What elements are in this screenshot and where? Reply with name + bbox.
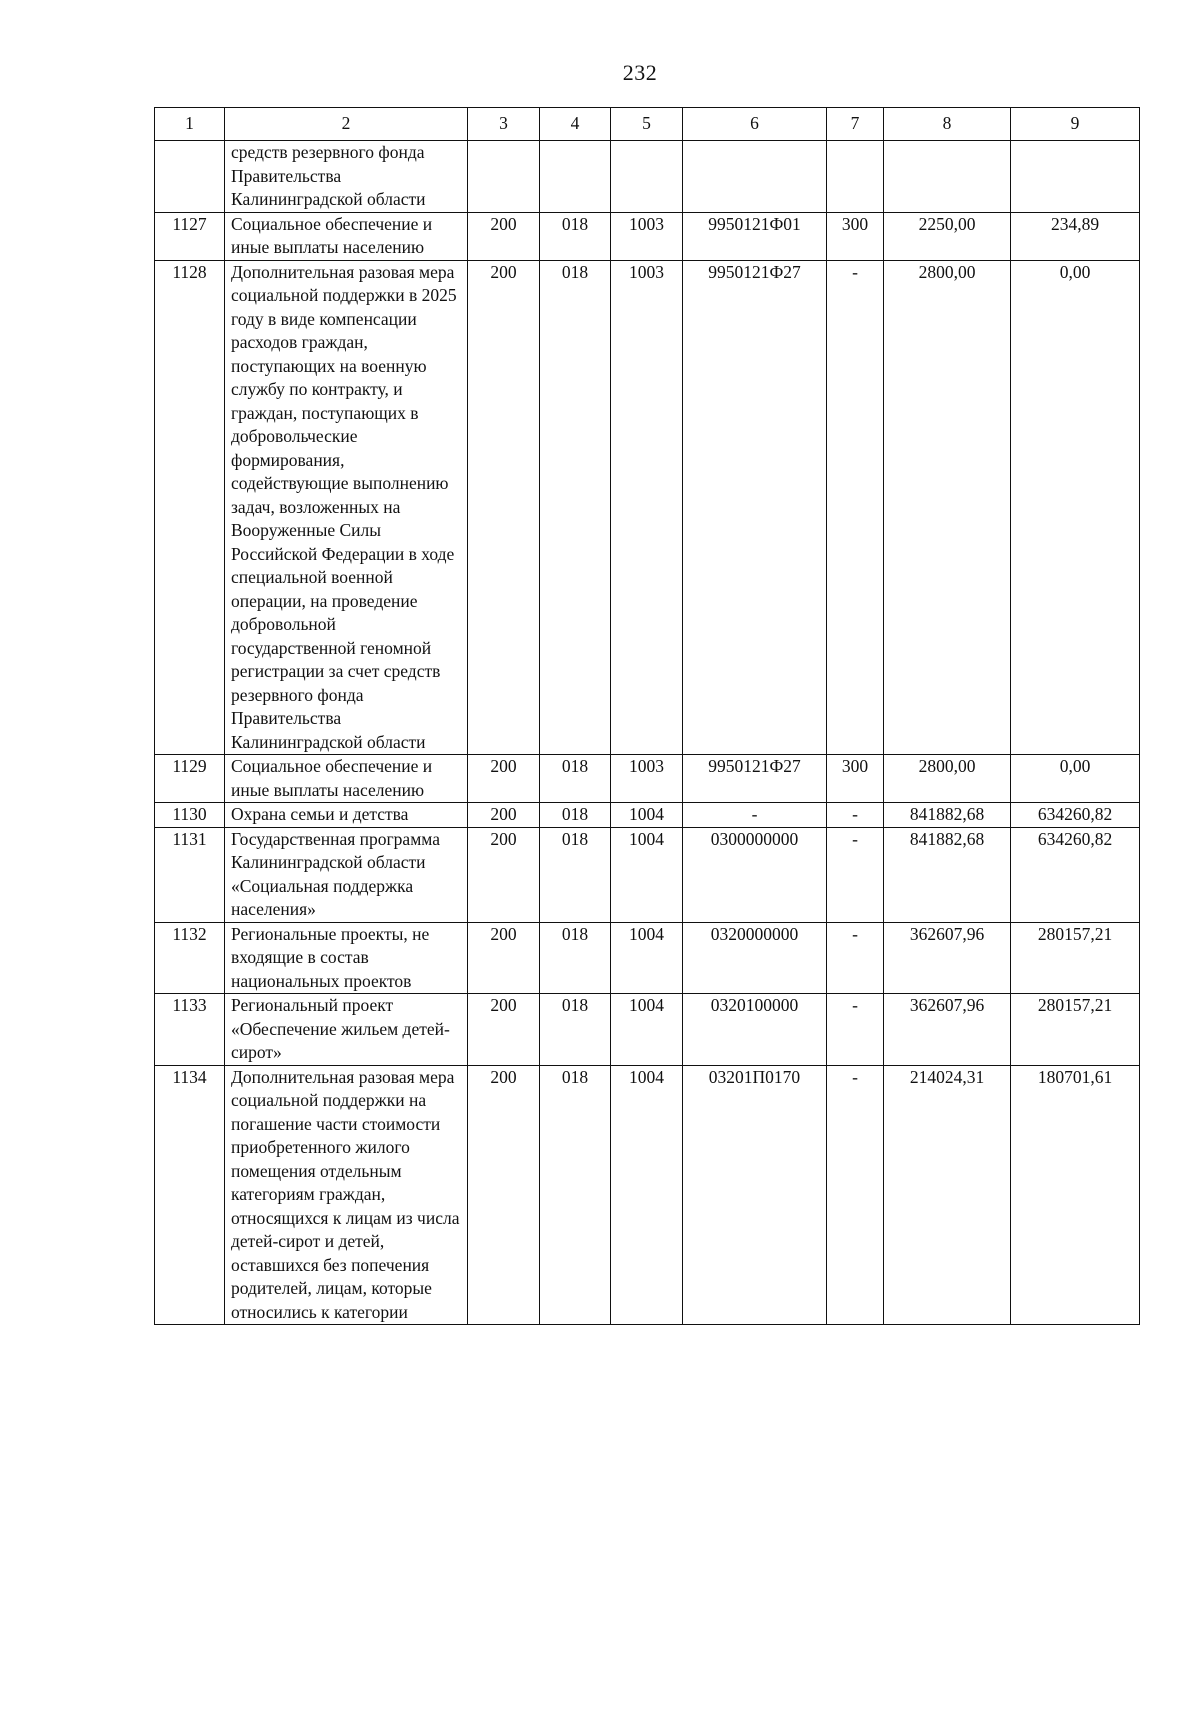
row-col-8: 841882,68: [884, 803, 1011, 828]
table-row: [155, 994, 1140, 1066]
header-row: [155, 108, 1140, 141]
row-col-7: -: [827, 260, 884, 755]
row-col-9: 234,89: [1011, 212, 1140, 260]
row-col-9: 634260,82: [1011, 803, 1140, 828]
row-number: 1132: [155, 922, 225, 994]
table-row: [155, 755, 1140, 803]
row-col-6: 9950121Ф01: [683, 212, 827, 260]
table-row: [155, 1065, 1140, 1325]
row-col-8: 2800,00: [884, 260, 1011, 755]
row-col-7: -: [827, 922, 884, 994]
row-col-6: 9950121Ф27: [683, 755, 827, 803]
row-col-4: 018: [540, 803, 611, 828]
row-col-5: 1003: [611, 260, 683, 755]
row-name: Дополнительная разовая мера социальной поддержки на погашение части стоимости приобретенного жилого помещения отдельным категориям граждан, относящихся к лицам из числа детей-сирот и детей, оставшихся без попечения родителей, лицам, которые относились к категории: [225, 1065, 468, 1325]
row-col-3: [468, 141, 540, 213]
table-row: [155, 260, 1140, 755]
row-col-4: 018: [540, 994, 611, 1066]
row-col-3: 200: [468, 994, 540, 1066]
row-col-4: 018: [540, 212, 611, 260]
table-header: [155, 108, 1140, 141]
row-col-7: -: [827, 994, 884, 1066]
row-col-7: [827, 141, 884, 213]
table-row: [155, 212, 1140, 260]
row-col-3: 200: [468, 803, 540, 828]
table-row: [155, 922, 1140, 994]
row-col-7: -: [827, 803, 884, 828]
table-row: [155, 827, 1140, 922]
row-col-7: -: [827, 827, 884, 922]
row-col-5: 1004: [611, 827, 683, 922]
row-name: средств резервного фонда Правительства Калининградской области: [225, 141, 468, 213]
header-cell-7: 7: [827, 108, 884, 141]
page-number: 232: [622, 60, 658, 85]
row-col-3: 200: [468, 1065, 540, 1325]
row-col-5: [611, 141, 683, 213]
row-col-3: 200: [468, 260, 540, 755]
row-number: 1129: [155, 755, 225, 803]
row-col-4: 018: [540, 922, 611, 994]
row-col-5: 1004: [611, 803, 683, 828]
row-number: [155, 141, 225, 213]
row-number: 1128: [155, 260, 225, 755]
header-cell-3: 3: [468, 108, 540, 141]
row-col-9: [1011, 141, 1140, 213]
row-col-8: 214024,31: [884, 1065, 1011, 1325]
row-col-7: -: [827, 1065, 884, 1325]
row-col-8: 2800,00: [884, 755, 1011, 803]
table-row: [155, 141, 1140, 213]
row-col-9: 280157,21: [1011, 922, 1140, 994]
row-col-8: 841882,68: [884, 827, 1011, 922]
row-col-9: 0,00: [1011, 260, 1140, 755]
row-col-6: 0320100000: [683, 994, 827, 1066]
row-col-4: 018: [540, 755, 611, 803]
budget-table: [154, 107, 1140, 1325]
row-number: 1127: [155, 212, 225, 260]
row-number: 1133: [155, 994, 225, 1066]
row-name: Социальное обеспечение и иные выплаты населению: [225, 755, 468, 803]
row-col-3: 200: [468, 827, 540, 922]
header-cell-9: 9: [1011, 108, 1140, 141]
row-col-5: 1004: [611, 922, 683, 994]
row-col-8: [884, 141, 1011, 213]
row-col-8: 362607,96: [884, 922, 1011, 994]
row-col-9: 0,00: [1011, 755, 1140, 803]
row-number: 1131: [155, 827, 225, 922]
header-cell-2: 2: [225, 108, 468, 141]
row-number: 1134: [155, 1065, 225, 1325]
row-name: Региональные проекты, не входящие в состав национальных проектов: [225, 922, 468, 994]
row-col-5: 1003: [611, 212, 683, 260]
row-col-4: [540, 141, 611, 213]
row-col-3: 200: [468, 212, 540, 260]
row-name: Дополнительная разовая мера социальной поддержки в 2025 году в виде компенсации расходов граждан, поступающих на военную службу по контракту, и граждан, поступающих в добровольческие формирования, содействующие выполнению задач, возложенных на Вооруженные Силы Российской Федерации в ходе специальной военной операции, на проведение добровольной государственной геномной регистрации за счет средств резервного фонда Правительства Калининградской области: [225, 260, 468, 755]
row-col-5: 1004: [611, 994, 683, 1066]
row-col-6: 0300000000: [683, 827, 827, 922]
header-cell-6: 6: [683, 108, 827, 141]
row-col-3: 200: [468, 755, 540, 803]
row-col-6: 0320000000: [683, 922, 827, 994]
row-col-9: 180701,61: [1011, 1065, 1140, 1325]
header-cell-8: 8: [884, 108, 1011, 141]
row-col-7: 300: [827, 755, 884, 803]
row-col-4: 018: [540, 1065, 611, 1325]
row-col-6: [683, 141, 827, 213]
row-col-4: 018: [540, 260, 611, 755]
row-col-8: 2250,00: [884, 212, 1011, 260]
row-col-5: 1004: [611, 1065, 683, 1325]
row-col-3: 200: [468, 922, 540, 994]
row-name: Государственная программа Калининградской области «Социальная поддержка населения»: [225, 827, 468, 922]
row-name: Региональный проект «Обеспечение жильем детей-сирот»: [225, 994, 468, 1066]
row-name: Охрана семьи и детства: [225, 803, 468, 828]
row-col-5: 1003: [611, 755, 683, 803]
row-number: 1130: [155, 803, 225, 828]
row-col-6: -: [683, 803, 827, 828]
row-name: Социальное обеспечение и иные выплаты населению: [225, 212, 468, 260]
header-cell-1: 1: [155, 108, 225, 141]
row-col-7: 300: [827, 212, 884, 260]
table-row: [155, 803, 1140, 828]
row-col-6: 03201П0170: [683, 1065, 827, 1325]
header-cell-4: 4: [540, 108, 611, 141]
row-col-6: 9950121Ф27: [683, 260, 827, 755]
row-col-9: 634260,82: [1011, 827, 1140, 922]
row-col-4: 018: [540, 827, 611, 922]
header-cell-5: 5: [611, 108, 683, 141]
row-col-9: 280157,21: [1011, 994, 1140, 1066]
row-col-8: 362607,96: [884, 994, 1011, 1066]
